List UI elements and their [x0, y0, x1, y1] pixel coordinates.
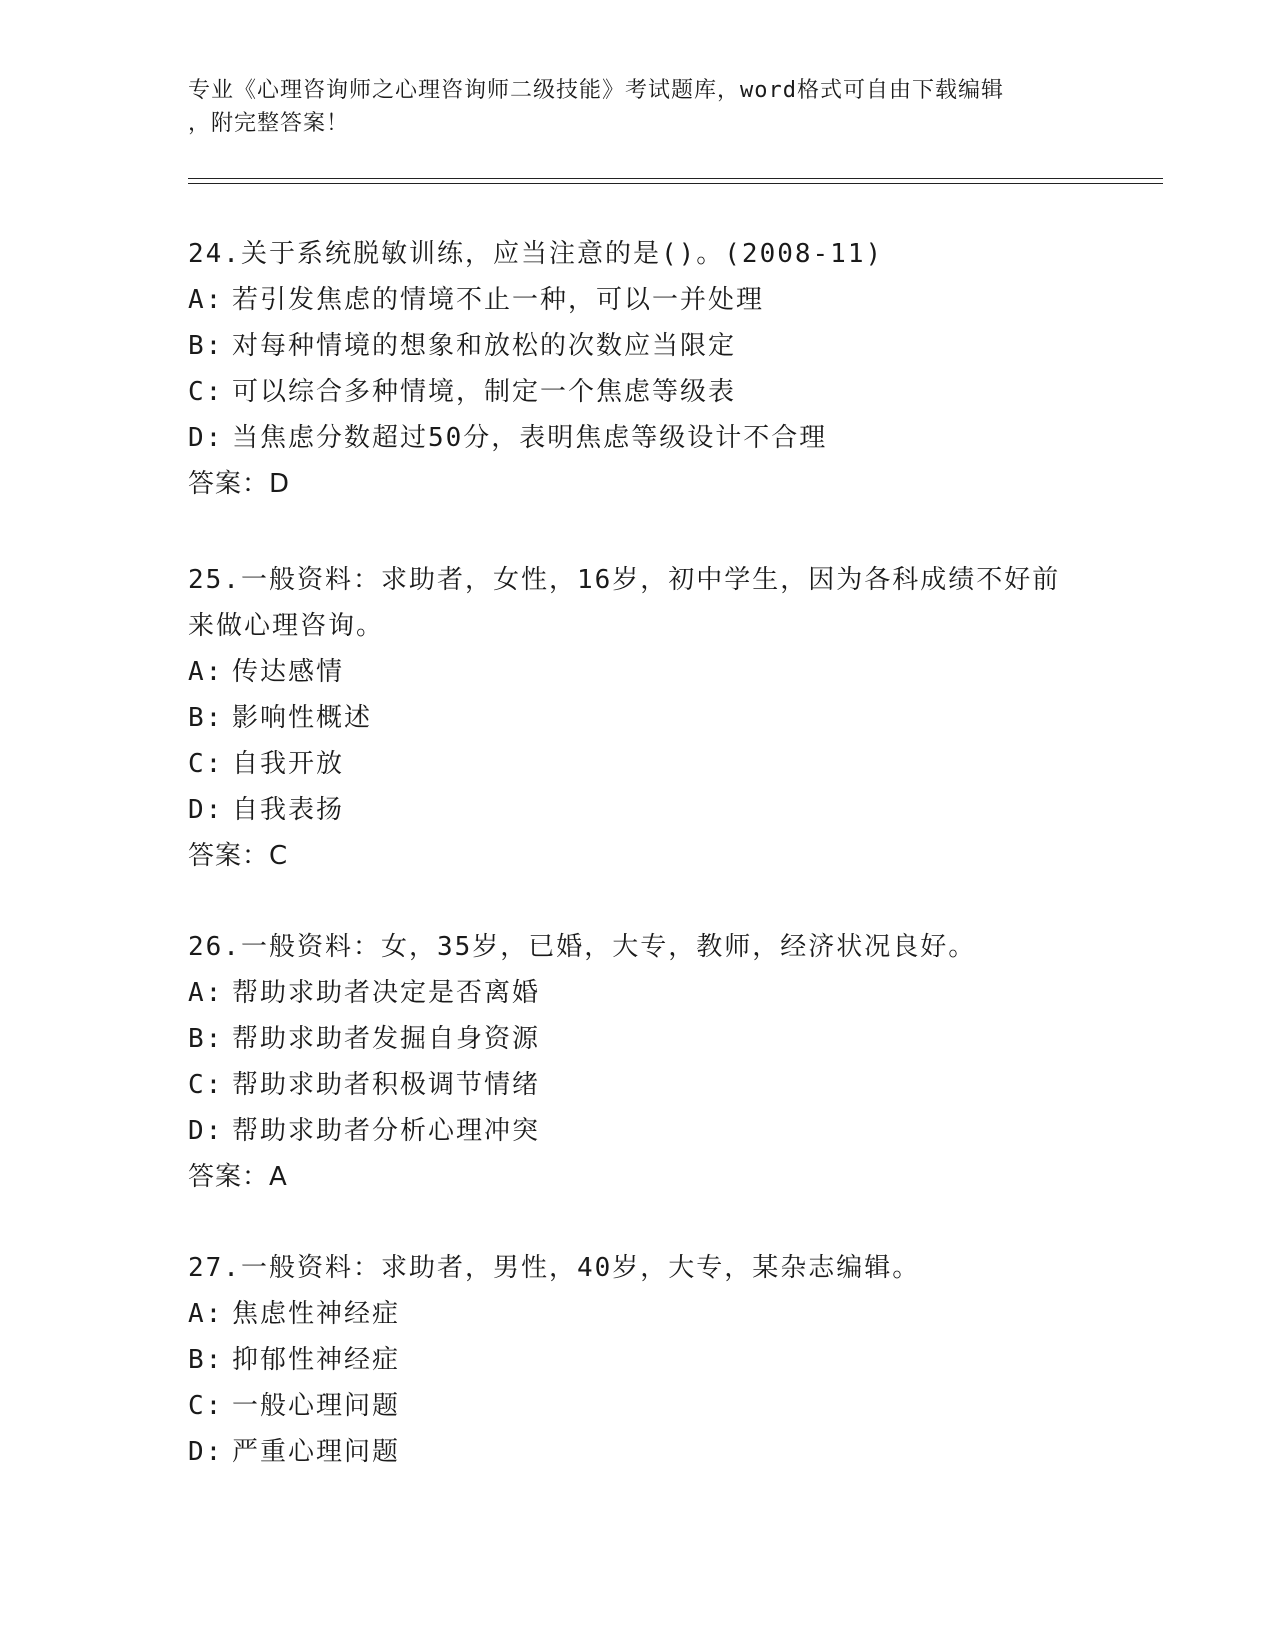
option-d: D: 当焦虑分数超过50分，表明焦虑等级设计不合理 [188, 423, 828, 453]
question-stem: 26.一般资料：女，35岁，已婚，大专，教师，经济状况良好。 [188, 932, 977, 962]
header-line-1: 专业《心理咨询师之心理咨询师二级技能》考试题库，word格式可自由下载编辑 [188, 78, 1004, 103]
header-line-2: ，附完整答案！ [188, 111, 350, 136]
question-stem: 24.关于系统脱敏训练，应当注意的是()。(2008-11) [188, 239, 884, 269]
option-b: B: 抑郁性神经症 [188, 1345, 401, 1375]
answer: 答案：A [188, 1162, 288, 1192]
header-divider-bottom [188, 183, 1163, 184]
question-stem: 27.一般资料：求助者，男性，40岁，大专，某杂志编辑。 [188, 1253, 921, 1283]
option-c: C: 一般心理问题 [188, 1391, 401, 1421]
option-d: D: 自我表扬 [188, 795, 345, 825]
option-a: A: 焦虑性神经症 [188, 1299, 401, 1329]
answer: 答案：C [188, 841, 289, 871]
option-d: D: 帮助求助者分析心理冲突 [188, 1116, 541, 1146]
option-b: B: 对每种情境的想象和放松的次数应当限定 [188, 331, 737, 361]
document-header [188, 74, 1088, 140]
option-a: A: 帮助求助者决定是否离婚 [188, 978, 541, 1008]
option-c: C: 自我开放 [188, 749, 345, 779]
option-a: A: 传达感情 [188, 657, 345, 687]
option-b: B: 帮助求助者发掘自身资源 [188, 1024, 541, 1054]
question-27 [188, 1245, 1148, 1475]
question-24 [188, 231, 1148, 507]
option-b: B: 影响性概述 [188, 703, 373, 733]
header-divider-top [188, 178, 1163, 179]
option-c: C: 帮助求助者积极调节情绪 [188, 1070, 541, 1100]
answer: 答案：D [188, 469, 291, 499]
option-c: C: 可以综合多种情境，制定一个焦虑等级表 [188, 377, 737, 407]
question-25 [188, 557, 1148, 879]
option-a: A: 若引发焦虑的情境不止一种，可以一并处理 [188, 285, 765, 315]
question-26 [188, 924, 1148, 1200]
question-stem-line-2: 来做心理咨询。 [188, 611, 385, 641]
question-stem-line-1: 25.一般资料：求助者，女性，16岁，初中学生，因为各科成绩不好前 [188, 565, 1061, 595]
option-d: D: 严重心理问题 [188, 1437, 401, 1467]
